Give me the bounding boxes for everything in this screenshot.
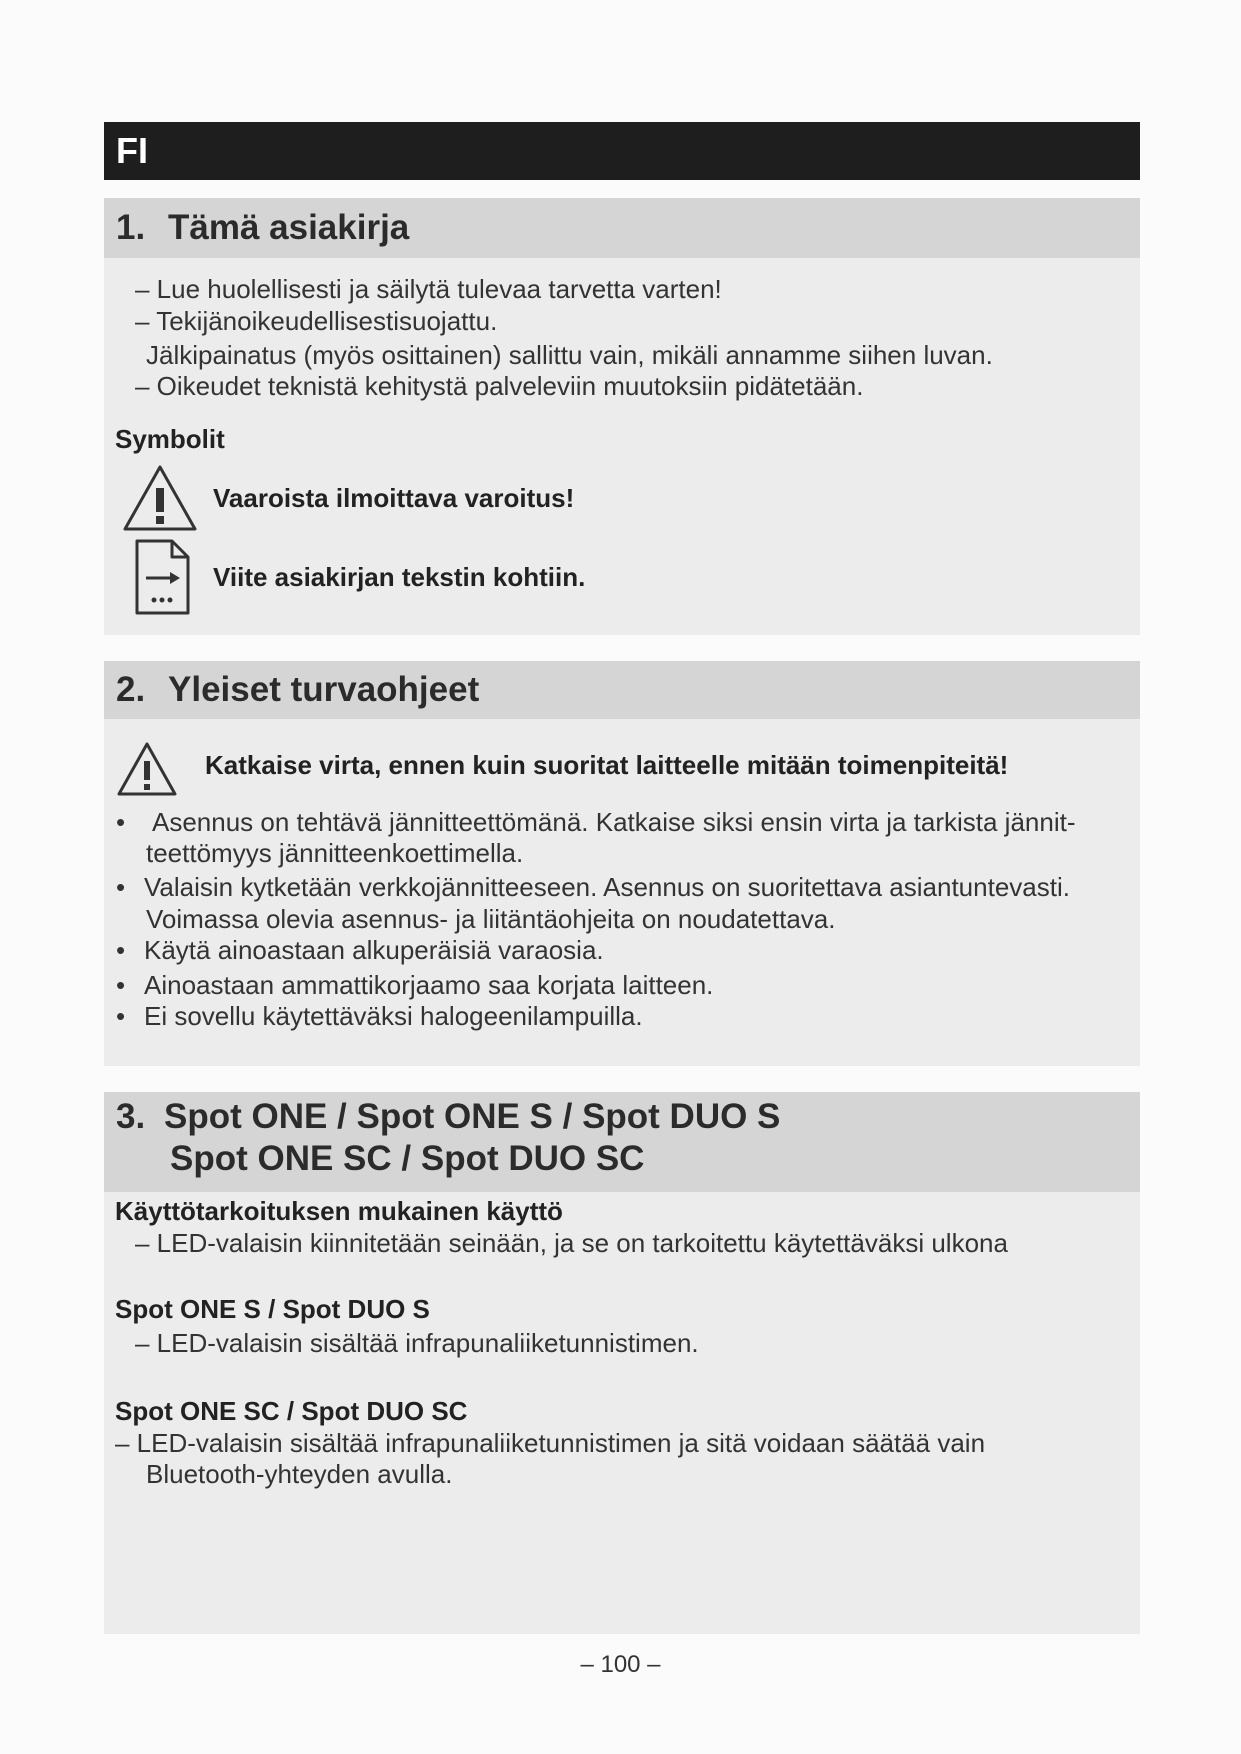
warning-triangle-icon bbox=[116, 741, 178, 797]
section-2 bbox=[104, 661, 1140, 1066]
s1-line-3: Jälkipainatus (myös osittainen) sallittu vain, mikäli annamme siihen luvan. bbox=[146, 340, 993, 370]
warning-symbol-text: Vaaroista ilmoittava varoitus! bbox=[213, 483, 575, 513]
section-1-number: 1. bbox=[116, 208, 146, 247]
section-1-title: Tämä asiakirja bbox=[168, 208, 410, 247]
s1-line-2: – Tekijänoikeudellisestisuojattu. bbox=[135, 306, 498, 336]
symbols-heading: Symbolit bbox=[115, 424, 225, 454]
s2-bullet-2: • bbox=[116, 872, 126, 902]
s2-bullet-4: • bbox=[116, 970, 126, 1000]
s1-line-4: – Oikeudet teknistä kehitystä palveleviin muutoksiin pidätetään. bbox=[135, 371, 864, 401]
document-reference-icon bbox=[134, 538, 192, 616]
section-3-number: 3. bbox=[116, 1097, 146, 1136]
spot-one-s-line: – LED-valaisin sisältää infrapunaliiketunnistimen. bbox=[135, 1328, 699, 1358]
section-1 bbox=[104, 198, 1140, 635]
s2-bullet-1: • bbox=[116, 807, 126, 837]
language-code: FI bbox=[116, 130, 148, 171]
spot-one-sc-line-2: Bluetooth-yhteyden avulla. bbox=[146, 1459, 453, 1489]
warning-triangle-icon bbox=[122, 464, 198, 532]
section-3-heading bbox=[104, 1092, 1140, 1192]
spot-one-s-heading: Spot ONE S / Spot DUO S bbox=[115, 1294, 430, 1324]
section-2-title: Yleiset turvaohjeet bbox=[168, 670, 480, 709]
section-3 bbox=[104, 1092, 1140, 1634]
spot-one-sc-heading: Spot ONE SC / Spot DUO SC bbox=[115, 1396, 468, 1426]
section-2-number: 2. bbox=[116, 670, 146, 709]
reference-symbol-text: Viite asiakirjan tekstin kohtiin. bbox=[213, 562, 586, 592]
s2-line-7: Ei sovellu käytettäväksi halogeenilampuilla. bbox=[144, 1001, 643, 1031]
s2-bullet-3: • bbox=[116, 935, 126, 965]
s1-line-1: – Lue huolellisesti ja säilytä tulevaa tarvetta varten! bbox=[135, 274, 722, 304]
intended-use-heading: Käyttötarkoituksen mukainen käyttö bbox=[115, 1196, 563, 1226]
spot-one-sc-line-1: – LED-valaisin sisältää infrapunaliiketunnistimen ja sitä voidaan säätää vain bbox=[115, 1428, 986, 1458]
s2-warning-text: Katkaise virta, ennen kuin suoritat laitteelle mitään toimenpiteitä! bbox=[205, 750, 1009, 780]
intended-use-line: – LED-valaisin kiinnitetään seinään, ja se on tarkoitettu käytettäväksi ulkona bbox=[135, 1228, 1008, 1258]
s2-line-3: Valaisin kytketään verkkojännitteeseen. Asennus on suoritettava asiantuntevasti. bbox=[144, 872, 1070, 902]
s2-line-2: teettömyys jännitteenkoettimella. bbox=[146, 838, 524, 868]
section-2-heading bbox=[104, 661, 1140, 719]
section-1-heading bbox=[104, 198, 1140, 258]
s2-bullet-5: • bbox=[116, 1001, 126, 1031]
language-bar bbox=[104, 122, 1140, 180]
s2-line-4: Voimassa olevia asennus- ja liitäntäohjeita on noudatettava. bbox=[146, 904, 836, 934]
s2-line-6: Ainoastaan ammattikorjaamo saa korjata laitteen. bbox=[144, 970, 714, 1000]
section-3-title-line-1: Spot ONE / Spot ONE S / Spot DUO S bbox=[164, 1097, 781, 1136]
section-3-title-line-2: Spot ONE SC / Spot DUO SC bbox=[170, 1139, 645, 1178]
page-number: – 100 – bbox=[580, 1651, 661, 1678]
s2-line-1: Asennus on tehtävä jännitteettömänä. Katkaise siksi ensin virta ja tarkista jännit- bbox=[152, 807, 1076, 837]
s2-line-5: Käytä ainoastaan alkuperäisiä varaosia. bbox=[144, 935, 604, 965]
